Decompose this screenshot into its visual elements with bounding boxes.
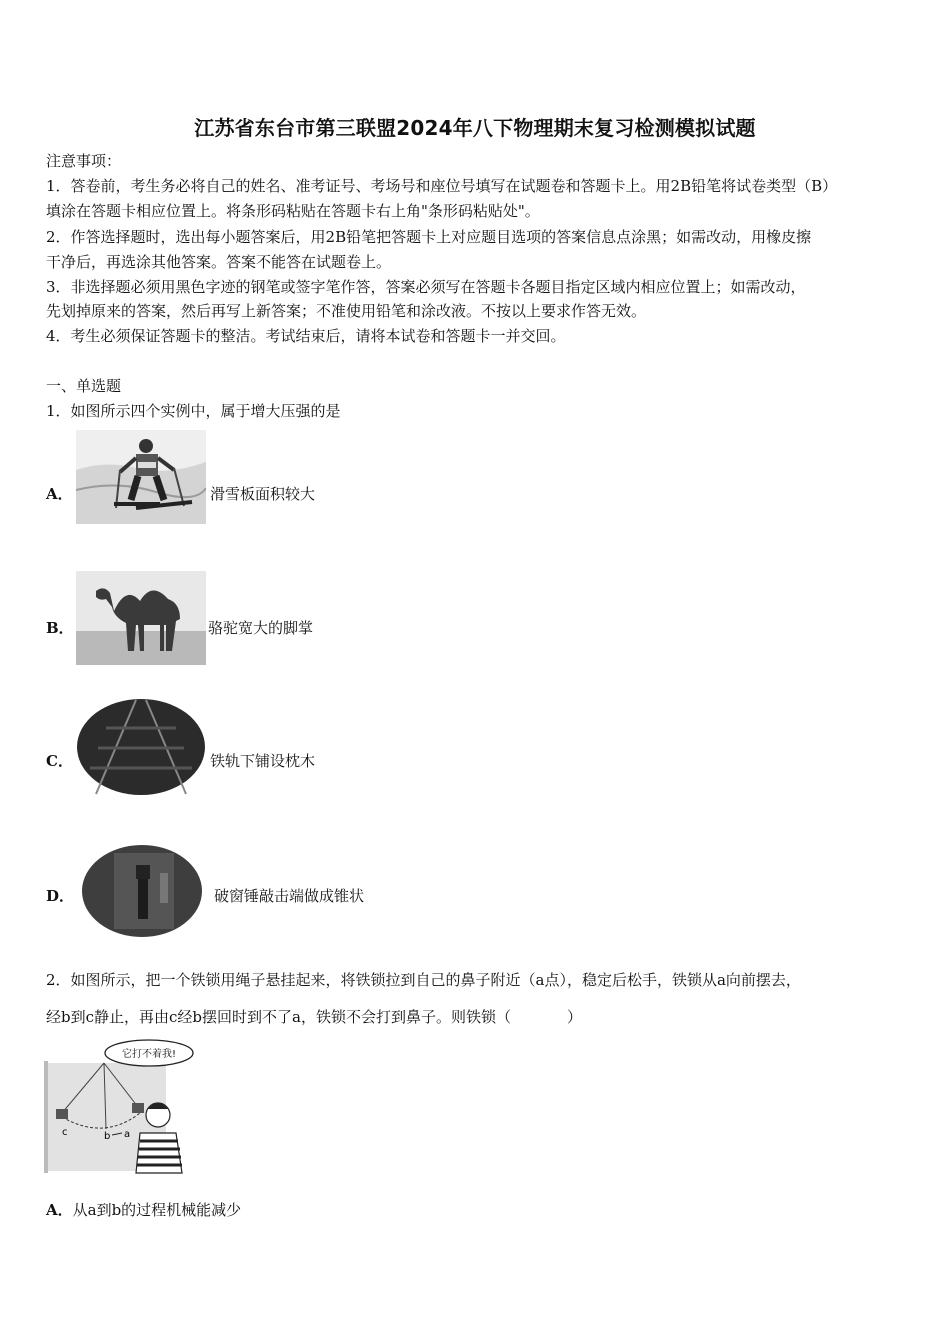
- notice-line: 4．考生必须保证答题卡的整洁。考试结束后，请将本试卷和答题卡一并交回。: [46, 327, 566, 345]
- notice-line: 1．答卷前，考生务必将自己的姓名、准考证号、考场号和座位号填写在试题卷和答题卡上。用2B铅笔将试卷类型（B）: [46, 177, 838, 195]
- option-a-text: 滑雪板面积较大: [210, 485, 316, 503]
- question-2-stem-close: ）: [566, 1008, 582, 1026]
- option-b-label: B．: [46, 619, 74, 637]
- section-heading: 一、单选题: [46, 377, 122, 395]
- skier-picture: [76, 430, 206, 524]
- option-b-text: 骆驼宽大的脚掌: [208, 619, 314, 637]
- point-b-label: b: [104, 1131, 111, 1142]
- question-2-stem: 2．如图所示，把一个铁锁用绳子悬挂起来，将铁锁拉到自己的鼻子附近（a点），稳定后松手，铁锁从a向前摆去，: [46, 971, 801, 989]
- question-2-stem-line-2: [46, 1006, 906, 1028]
- notice-line: 3．非选择题必须用黑色字迹的钢笔或签字笔作答，答案必须写在答题卡各题目指定区域内相应位置上；如需改动，: [46, 278, 806, 296]
- option-c-label: C．: [46, 752, 73, 770]
- notice-line: 填涂在答题卡相应位置上。将条形码粘贴在答题卡右上角"条形码粘贴处"。: [46, 202, 540, 220]
- page-title: 江苏省东台市第三联盟2024年八下物理期末复习检测模拟试题: [194, 116, 756, 140]
- speech-bubble-text: 它打不着我!: [121, 1049, 177, 1060]
- emergency-hammer-picture: [78, 843, 206, 939]
- point-c-label: c: [62, 1127, 68, 1138]
- notice-heading: 注意事项：: [46, 152, 122, 170]
- point-a-label: a: [124, 1129, 131, 1140]
- option-c-text: 铁轨下铺设枕木: [210, 752, 316, 770]
- notice-line: 干净后，再选涂其他答案。答案不能答在试题卷上。: [46, 253, 392, 271]
- option-a-label: A．: [46, 1201, 73, 1219]
- pendulum-lock-figure: [44, 1037, 196, 1175]
- notice-line: 2．作答选择题时，选出每小题答案后，用2B铅笔把答题卡上对应题目选项的答案信息点涂黑；如需改动，用橡皮擦: [46, 228, 812, 246]
- option-d-label: D．: [46, 887, 75, 905]
- railway-picture: [76, 698, 206, 796]
- question-2-option-a: [46, 1199, 906, 1221]
- question-2-stem-text: 经b到c静止，再由c经b摆回时到不了a，铁锁不会打到鼻子。则铁锁（: [46, 1008, 511, 1026]
- question-1-stem: 1．如图所示四个实例中，属于增大压强的是: [46, 402, 341, 420]
- option-d-text: 破窗锤敲击端做成锥状: [214, 887, 365, 905]
- option-a-text: 从a到b的过程机械能减少: [72, 1201, 242, 1219]
- option-a-label: A．: [46, 485, 73, 503]
- camel-picture: [76, 571, 206, 665]
- notice-line: 先划掉原来的答案，然后再写上新答案；不准使用铅笔和涂改液。不按以上要求作答无效。: [46, 302, 647, 320]
